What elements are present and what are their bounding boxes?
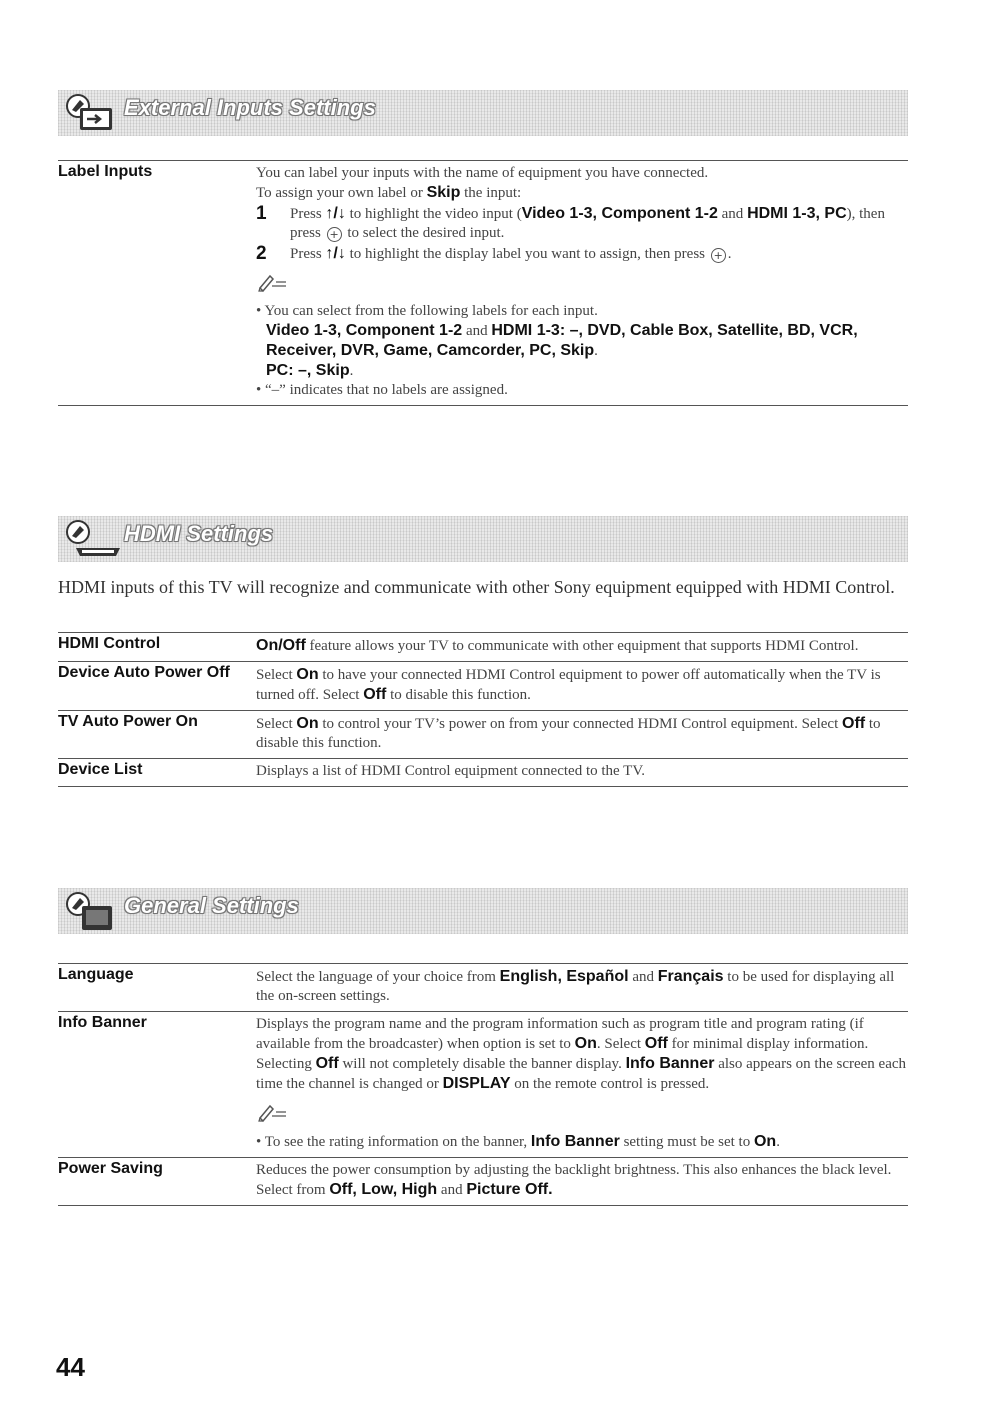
step-1: [256, 204, 908, 243]
text: and: [717, 206, 748, 222]
hdmi-settings-title: HDMI Settings: [124, 521, 274, 546]
bold-term: Off: [842, 715, 866, 732]
bold-term: Info Banner: [625, 1055, 715, 1072]
text: for minimal display information. Selecting: [256, 1036, 869, 1072]
hdmi-settings-banner: [58, 516, 908, 562]
bold-term: Skip: [426, 184, 461, 201]
up-down-arrow-icon: ↑/↓: [325, 205, 346, 222]
device-auto-power-off-label: Device Auto Power Off: [58, 664, 230, 681]
desc-line: You can label your inputs with the name of equipment you have connected.: [256, 165, 709, 181]
note-pencil-icon: [256, 1100, 290, 1122]
text: and: [437, 1182, 467, 1198]
text: . Select: [596, 1036, 645, 1052]
text: the input:: [460, 185, 522, 201]
language-label: Language: [58, 966, 134, 983]
power-saving-row: [58, 1157, 908, 1206]
bold-term: Español: [566, 968, 629, 985]
external-inputs-icon: [62, 92, 122, 134]
text: to control your TV’s power on from your connected HDMI Control equipment. Select: [318, 716, 842, 732]
bold-term: On: [574, 1035, 597, 1052]
general-settings-icon: [62, 890, 122, 932]
bold-term: Component 1-2: [345, 322, 463, 339]
note-line: • “–” indicates that no labels are assigned.: [256, 382, 508, 398]
hdmi-control-row: [58, 632, 908, 661]
note-line: [256, 361, 908, 381]
bold-term: DISPLAY: [442, 1075, 511, 1092]
text: To assign your own label or: [256, 185, 427, 201]
info-banner-label: Info Banner: [58, 1014, 147, 1031]
text: on the remote control is pressed.: [510, 1076, 710, 1092]
device-list-description: Displays a list of HDMI Control equipment connected to the TV.: [256, 763, 645, 779]
language-description: [256, 964, 908, 1011]
enter-button-icon: +: [711, 248, 726, 263]
step-text: [290, 244, 732, 264]
label-inputs-row: [58, 160, 908, 406]
text: and: [628, 969, 658, 985]
power-saving-label: Power Saving: [58, 1160, 163, 1177]
device-list-label: Device List: [58, 761, 143, 778]
power-saving-description: [256, 1158, 908, 1205]
bold-term: PC: [824, 205, 847, 222]
text: to disable this function.: [386, 687, 531, 703]
bold-term: Low: [361, 1181, 393, 1198]
bold-term: English: [499, 968, 558, 985]
tv-auto-power-on-label: TV Auto Power On: [58, 713, 198, 730]
label-inputs-description: [256, 161, 908, 405]
note-pencil-icon: [256, 270, 290, 292]
step-text: [290, 204, 908, 243]
text: Select the language of your choice from: [256, 969, 500, 985]
text: to disable this function.: [256, 716, 881, 751]
bold-term: On/Off: [256, 637, 306, 654]
tv-auto-power-on-description: [256, 711, 908, 758]
bold-term: On: [753, 1133, 777, 1150]
external-inputs-banner: [58, 90, 908, 136]
text: .: [727, 246, 732, 262]
text: also appears on the screen each time the channel is changed or: [256, 1056, 907, 1092]
general-settings-banner: [58, 888, 908, 934]
text: Press: [290, 246, 326, 262]
bold-term: Info Banner: [530, 1133, 620, 1150]
bold-term: Video 1-3: [521, 205, 593, 222]
external-inputs-title: External Inputs Settings: [124, 95, 376, 120]
step-number: 1: [256, 203, 267, 224]
hdmi-icon: [62, 518, 122, 560]
text: ,: [352, 1181, 362, 1198]
external-inputs-table: [58, 160, 908, 406]
bold-term: HDMI 1-3: [491, 322, 560, 339]
label-inputs-label: Label Inputs: [58, 163, 153, 180]
bold-term: Video 1-3: [266, 322, 337, 339]
bold-term: Off: [644, 1035, 668, 1052]
general-settings-title: General Settings: [124, 893, 299, 918]
text: to highlight the video input (: [345, 206, 522, 222]
text: Select: [256, 667, 297, 683]
note-line: [256, 321, 908, 361]
bold-term: High: [401, 1181, 438, 1198]
text: • To see the rating information on the banner,: [256, 1134, 531, 1150]
text: to have your connected HDMI Control equipment to power off automatically when the TV is turned off. Select: [256, 667, 881, 703]
text: Reduces the power consumption by adjusting the backlight brightness. This also enhances the black level. Select from: [256, 1162, 892, 1198]
text: .: [594, 343, 598, 359]
text: Displays the program name and the program information such as program title and program rating (if available from the broadcaster) when option is set to: [256, 1016, 864, 1052]
bold-term: On: [296, 715, 319, 732]
text: ,: [557, 968, 567, 985]
device-auto-power-off-description: [256, 662, 908, 710]
device-list-row: [58, 758, 908, 787]
general-settings-table: [58, 963, 908, 1206]
bold-term: On: [296, 666, 319, 683]
text: to select the desired input.: [343, 225, 505, 241]
bold-term: HDMI 1-3: [747, 205, 816, 222]
language-row: [58, 963, 908, 1011]
bold-term: Off: [363, 686, 387, 703]
info-banner-description: [256, 1012, 908, 1157]
device-auto-power-off-row: [58, 661, 908, 710]
hdmi-intro-text: HDMI inputs of this TV will recognize and communicate with other Sony equipment equipped with HDMI Control.: [58, 577, 895, 597]
bold-term: Picture Off: [466, 1181, 549, 1198]
note-line: • You can select from the following labels for each input.: [256, 303, 598, 319]
info-banner-row: [58, 1011, 908, 1157]
text: feature allows your TV to communicate with other equipment that supports HDMI Control.: [305, 638, 859, 654]
text: .: [349, 363, 354, 379]
bold-term: Off: [315, 1055, 339, 1072]
text: ), then press: [290, 206, 885, 241]
text: .: [776, 1134, 780, 1150]
bold-term: : –, Skip: [288, 362, 350, 379]
step-2: [256, 244, 908, 264]
text: Select: [256, 716, 297, 732]
text: and: [462, 323, 492, 339]
tv-auto-power-on-row: [58, 710, 908, 758]
text: ,: [336, 322, 346, 339]
text: ,: [815, 205, 825, 222]
desc-line: [256, 183, 908, 203]
hdmi-control-description: [256, 633, 908, 661]
text: will not completely disable the banner display.: [338, 1056, 626, 1072]
up-down-arrow-icon: ↑/↓: [325, 245, 346, 262]
bold-term: Français: [657, 968, 724, 985]
step-number: 2: [256, 243, 267, 264]
desc-paragraph: [256, 1015, 908, 1094]
bold-term: PC: [266, 362, 289, 379]
text: to highlight the display label you want to assign, then press: [345, 246, 709, 262]
text: ,: [592, 205, 602, 222]
bold-term: Component 1-2: [601, 205, 718, 222]
text: ,: [392, 1181, 402, 1198]
hdmi-control-label: HDMI Control: [58, 635, 161, 652]
text: Press: [290, 206, 326, 222]
note-line: [256, 1132, 908, 1152]
hdmi-settings-table: [58, 632, 908, 787]
text: setting must be set to: [619, 1134, 754, 1150]
page-number: 44: [56, 1352, 85, 1382]
bold-term: Off: [329, 1181, 353, 1198]
bold-term: : –, DVD, Cable Box, Satellite, BD, VCR, Receiver, DVR, Game, Camcorder, PC, Skip: [266, 322, 858, 359]
text: to be used for displaying all the on-screen settings.: [256, 969, 895, 1004]
text: .: [548, 1181, 553, 1198]
enter-button-icon: +: [327, 227, 342, 242]
